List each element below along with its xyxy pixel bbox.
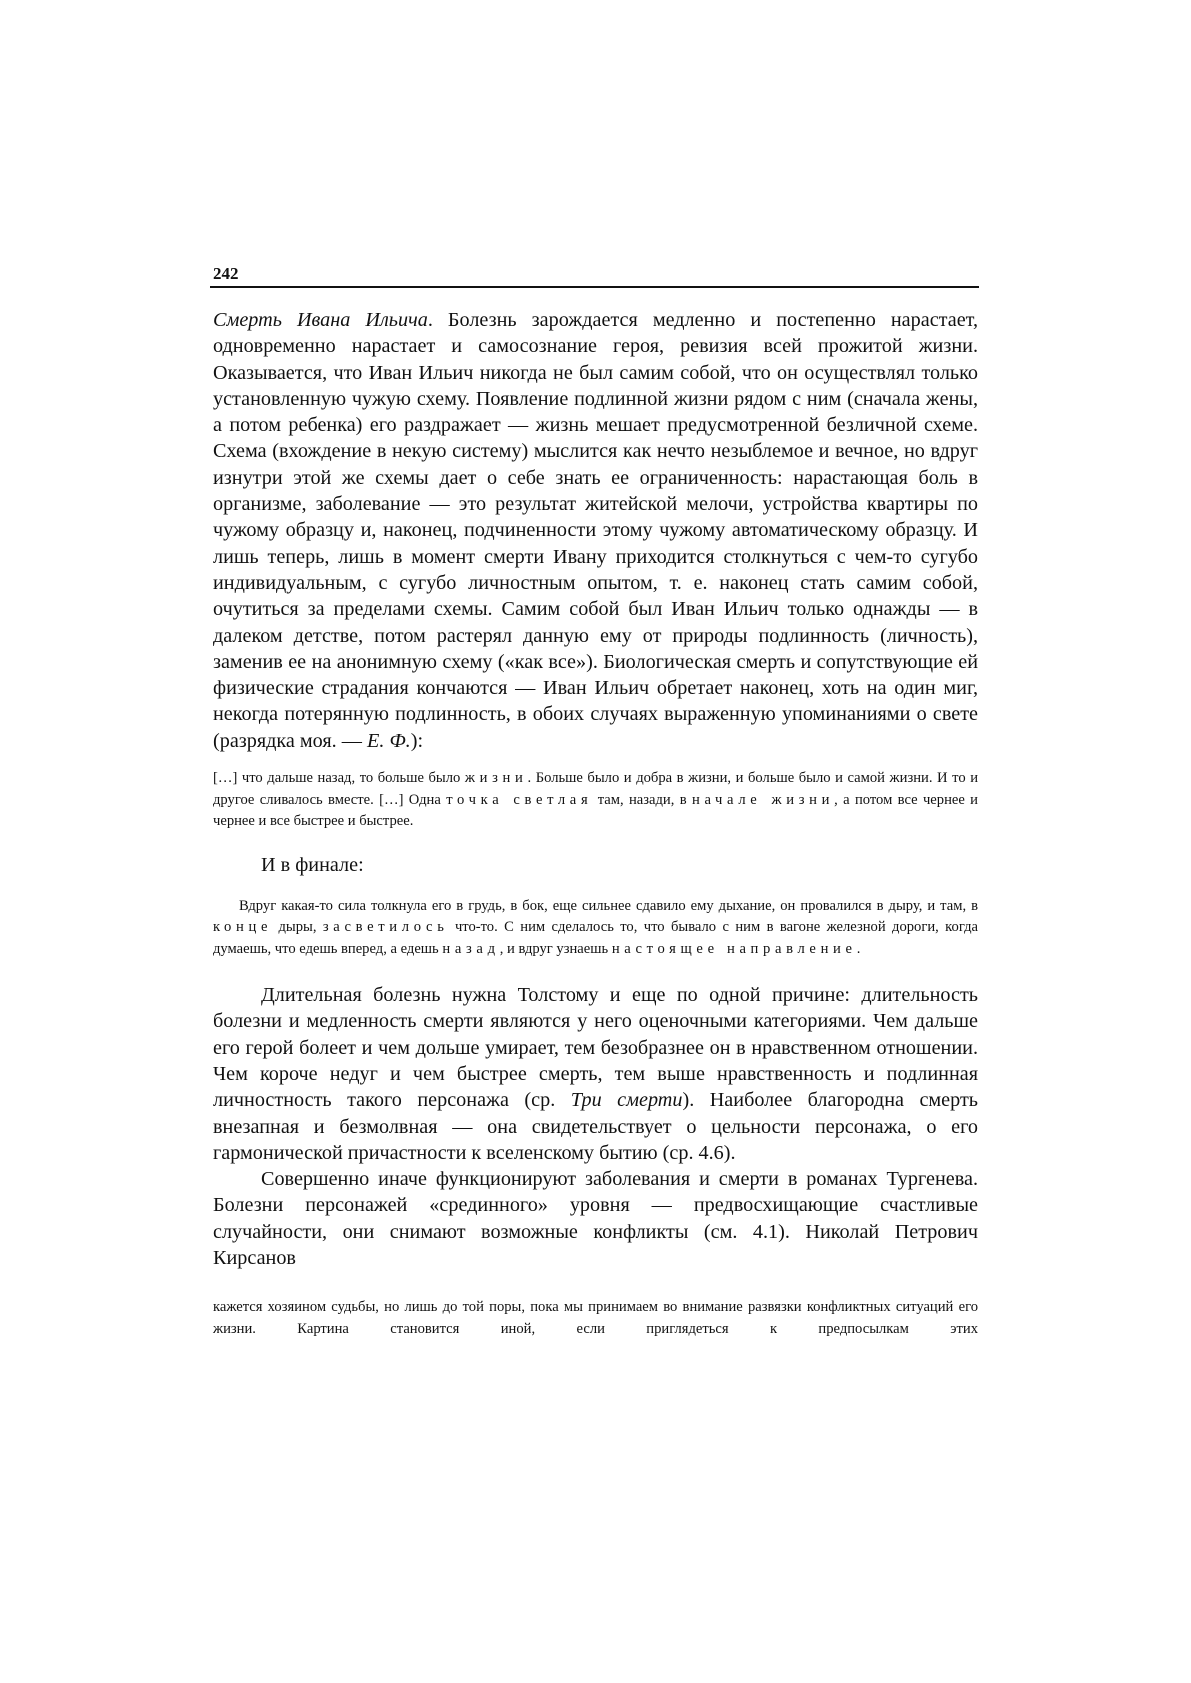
spaced-emphasis: жизни bbox=[464, 770, 528, 787]
paragraph-text: ). Наиболее благородна смерть внезапная и безмолвная — она свидетельствует о цельности персонажа, о его гармонической причастности к вселенскому бытию (ср. 4.6). bbox=[213, 1089, 979, 1164]
spaced-emphasis: начале жизни bbox=[692, 791, 835, 808]
lead-in-text: И в финале: bbox=[261, 853, 364, 876]
paragraph-text: . Болезнь зарождается медленно и постепенно нарастает, одновременно нарастает и самосознание героя, ревизия всей прожитой жизни. Оказывается, что Иван Ильич никогда не был самим собой, что он осуществлял только установленную чужую схему. Появление подлинной жизни рядом с ним (сначала жены, а потом ребенка) его раздражает — жизнь мешает предусмотренной безличной схеме. Схема (вхождение в некую систему) мыслится как нечто незыблемое и вечное, но вдруг изнутри этой же схемы дает о себе знать ее ограниченность: нарастающая боль в организме, заболевание — это результат житейской мелочи, устройства квартиры по чужому образцу и, наконец, подчиненности этому чужому автоматическому образцу. И лишь теперь, лишь в момент смерти Ивану приходится столкнуться с чем-то сугубо индивидуальным, с сугубо личностным опытом, т. е. наконец стать самим собой, очутиться за пределами схемы. Самим собой был Иван Ильич только однажды — в далеком детстве, потом растерял данную ему от природы подлинность (личность), заменив ее на анонимную схему («как все»). Биологическая смерть и сопутствующие ей физические страдания кончаются — Иван Ильич обретает наконец, хоть на один миг, некогда потерянную подлинность, в обоих случаях выраженную упоминаниями о свете (разрядка моя. — bbox=[213, 309, 978, 752]
quote-text: […] что дальше назад, то больше было bbox=[213, 770, 465, 787]
block-quote-3: кажется хозяином судьбы, но лишь до той поры, пока мы принимаем во внимание развязки конфликтных ситуаций его жизни. Картина становится иной, если приглядеться к предпосылкам этих bbox=[213, 1299, 978, 1337]
block-quote-1 bbox=[213, 768, 978, 833]
spaced-emphasis: засветилось bbox=[322, 919, 449, 936]
author-initials: Е. Ф. bbox=[367, 729, 411, 752]
spaced-emphasis: настоящее направление bbox=[611, 940, 857, 957]
work-title: Смерть Ивана Ильича bbox=[213, 309, 428, 331]
spaced-emphasis: назад bbox=[442, 940, 500, 957]
quote-text: дыры, bbox=[272, 919, 323, 936]
paragraph-turgenev: Совершенно иначе функционируют заболевания и смерти в романах Тургенева. Болезни персонажей «срединного» уровня — предвосхищающие счастливые случайности, они снимают возможные конфликты (см. 4.1). Николай Петрович Кирсанов bbox=[213, 1168, 978, 1270]
paragraph-text: Длительная болезнь нужна Толстому и еще по одной причине: длительность болезни и медленность смерти являются у него оценочными категориями. Чем дальше его герой болеет и чем дольше умирает, тем безобразнее он в нравственном отношении. Чем короче недуг и чем быстрее смерть, тем выше нравственность и подлинная личностность такого персонажа (ср. bbox=[213, 984, 978, 1112]
work-title: Три смерти bbox=[570, 1089, 683, 1112]
page-header bbox=[213, 262, 978, 287]
main-text bbox=[213, 307, 978, 1340]
page-number: 242 bbox=[213, 264, 239, 283]
quote-text: там, назади, в bbox=[592, 791, 692, 808]
paragraph-ivan-ilyich bbox=[213, 307, 978, 754]
spaced-emphasis: конце bbox=[213, 919, 273, 936]
block-quote-2 bbox=[213, 896, 978, 961]
header-rule bbox=[210, 286, 979, 288]
book-page bbox=[213, 262, 978, 1340]
spaced-emphasis: точка светлая bbox=[446, 791, 593, 808]
quote-text: . bbox=[856, 940, 861, 957]
quote-text: что-то. С ним сделалось то, что бывало с ним в вагоне железной дороги, когда думаешь, что едешь вперед, а едешь bbox=[213, 919, 978, 957]
paragraph-close: ): bbox=[410, 729, 424, 752]
paragraph-tolstoy-illness bbox=[213, 982, 978, 1166]
quote-text: . Больше было и добра в жизни, и больше было и самой жизни. И то и другое сливалось вместе. […] Одна bbox=[213, 770, 979, 808]
quote-text: , и вдруг узнаешь bbox=[499, 940, 612, 957]
quote-text: Вдруг какая-то сила толкнула его в грудь, в бок, еще сильнее сдавило ему дыхание, он провалился в дыру, и там, в bbox=[239, 897, 978, 914]
quote-text: , а потом все чернее и чернее и все быстрее и быстрее. bbox=[213, 791, 978, 830]
